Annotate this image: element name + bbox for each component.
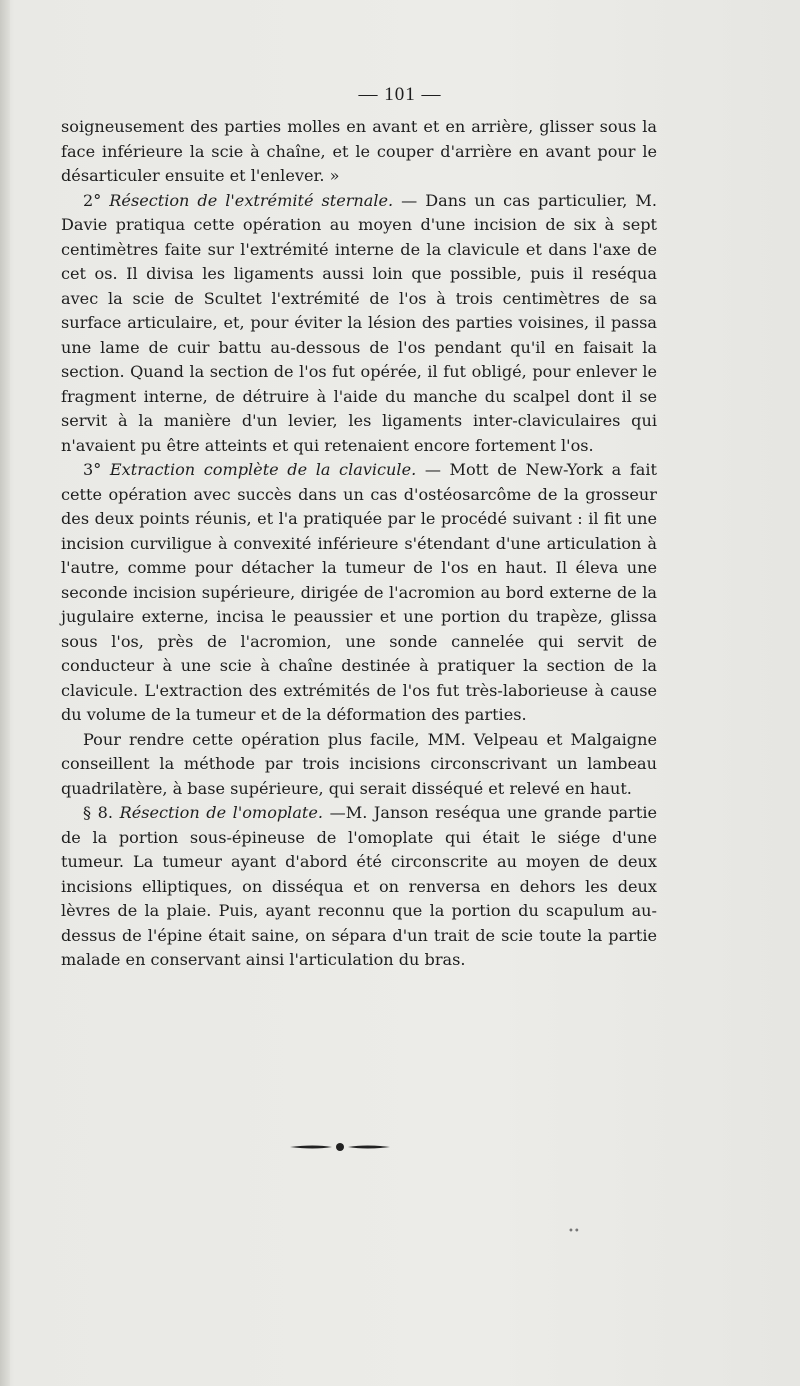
end-ornament <box>288 1140 392 1154</box>
paragraph-5 <box>61 801 657 973</box>
page-number: — 101 — <box>358 84 442 105</box>
section-number: § 8. <box>83 803 113 822</box>
paragraph-2 <box>61 189 657 459</box>
paragraph-number: 3° <box>83 460 102 479</box>
paragraph-text: soigneusement des parties molles en avant et en arrière, glisser sous la face inférieure la scie à chaîne, et le couper d'arrière en avant pour le désarticuler ensuite et l'enlever. » <box>61 117 657 185</box>
section-heading: Résection de l'extrémité sternale. <box>109 190 394 210</box>
body-text <box>61 115 657 973</box>
paragraph-text: —M. Janson reséqua une grande partie de la portion sous-épineuse de l'omoplate qui était le siége d'une tumeur. La tumeur ayant d'abord été circonscrite au moyen de deux incisions elliptiques, on disséqua et on renversa en dehors les deux lèvres de la plaie. Puis, ayant reconnu que la portion du scapulum au-dessus de l'épine était saine, on sépara d'un trait de scie toute la partie malade en conservant ainsi l'articulation du bras. <box>61 803 657 969</box>
section-heading: Extraction complète de la clavicule. <box>109 460 417 479</box>
page-edge <box>0 0 10 1386</box>
paragraph-1 <box>61 115 657 189</box>
section-heading: Résection de l'omoplate. <box>119 803 324 822</box>
paragraph-text: — Dans un cas particulier, M. Davie pratiqua cette opération au moyen d'une incision de six à sept centimètres faite sur l'extrémité interne de la clavicule et dans l'axe de cet os. Il divisa les ligaments aussi loin que possible, puis il reséqua avec la scie de Scultet l'extrémité de l'os à trois centimètres de sa surface articulaire, et, pour éviter la lésion des parties voisines, il passa une lame de cuir battu au-dessous de l'os pendant qu'il en faisait la section. Quand la section de l'os fut opérée, il fut obligé, pour enlever le fragment interne, de détruire à l'aide du manche du scalpel dont il se servit à la manière d'un levier, les ligaments inter-claviculaires qui n'avaient pu être atteints et qui retenaient encore fortement l'os. <box>61 190 657 455</box>
paragraph-4 <box>61 728 657 802</box>
paragraph-text: — Mott de New-York a fait cette opération avec succès dans un cas d'ostéosarcôme de la grosseur des deux points réunis, et l'a pratiquée par le procédé suivant : il fit une incision curviligue à convexité inférieure s'étendant d'une articulation à l'autre, comme pour détacher la tumeur de l'os en haut. Il éleva une seconde incision supérieure, dirigée de l'acromion au bord externe de la jugulaire externe, incisa le peaussier et une portion du trapèze, glissa sous l'os, près de l'acromion, une sonde cannelée qui servit de conducteur à une scie à chaîne destinée à pratiquer la section de la clavicule. L'extraction des extrémités de l'os fut très-laborieuse à cause du volume de la tumeur et de la déformation des parties. <box>61 460 658 724</box>
paragraph-3 <box>61 458 657 728</box>
paragraph-number: 2° <box>83 190 102 210</box>
page-speck: •• <box>568 1226 580 1237</box>
paragraph-text: Pour rendre cette opération plus facile, MM. Velpeau et Malgaigne conseillent la méthode par trois incisions circonscrivant un lambeau quadrilatère, à base supérieure, qui serait disséqué et relevé en haut. <box>61 729 657 798</box>
